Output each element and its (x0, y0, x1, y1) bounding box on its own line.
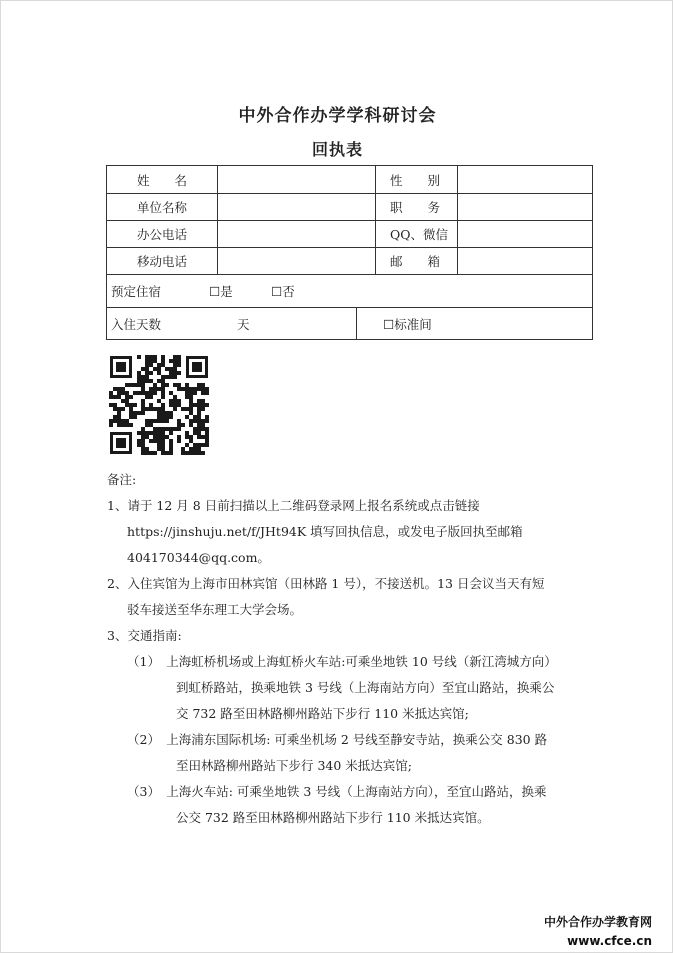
form-title: 回执表 (311, 140, 363, 159)
email-field[interactable] (458, 248, 592, 273)
qq-wechat-label: QQ、微信 (390, 226, 448, 242)
office-phone-field[interactable] (218, 221, 374, 246)
organization-field[interactable] (218, 194, 374, 219)
watermark-url[interactable]: www.cfce.cn (567, 934, 652, 948)
watermark-site-name: 中外合作办学教育网 (543, 915, 652, 929)
name-field[interactable] (218, 167, 374, 192)
accommodation-no-checkbox[interactable]: ☐否 (271, 283, 295, 299)
stay-days-field[interactable] (176, 308, 234, 339)
route-1-line: 交 732 路至田林路柳州路站下步行 110 米抵达宾馆; (176, 706, 469, 721)
registration-qr-code[interactable] (108, 354, 210, 456)
note-2-line: 驳车接送至华东理工大学会场。 (127, 602, 303, 617)
days-unit-label: 天 (237, 316, 250, 332)
qr-finder-pattern-bottom-left (110, 432, 132, 454)
qq-wechat-field[interactable] (458, 221, 592, 246)
route-3-line: 公交 732 路至田林路柳州路站下步行 110 米抵达宾馆。 (176, 810, 490, 825)
route-1-line: 到虹桥路站，换乘地铁 3 号线（上海南站方向）至宜山路站，换乘公 (176, 680, 555, 695)
gender-field[interactable] (458, 167, 592, 192)
contact-email[interactable]: 404170344@qq.com。 (127, 550, 270, 565)
stay-days-label: 入住天数 (111, 316, 162, 332)
standard-room-checkbox[interactable]: ☐标准间 (383, 316, 432, 332)
registration-link[interactable]: https://jinshuju.net/f/JHt94K 填写回执信息，或发电子版回执至邮箱 (127, 524, 523, 539)
email-label: 邮 箱 (390, 253, 441, 269)
note-2-line: 2、入住宾馆为上海市田林宾馆（田林路 1 号），不接送机。13 日会议当天有短 (107, 576, 545, 591)
note-3-heading: 3、交通指南: (107, 628, 182, 643)
position-label: 职 务 (390, 199, 441, 215)
table-rule (356, 307, 357, 340)
mobile-phone-label: 移动电话 (137, 253, 188, 269)
office-phone-label: 办公电话 (137, 226, 188, 242)
note-1-line: 1、请于 12 月 8 日前扫描以上二维码登录网上报名系统或点击链接 (107, 498, 480, 513)
route-3-line: （3） 上海火车站: 可乘坐地铁 3 号线（上海南站方向），至宜山路站，换乘 (127, 784, 547, 799)
reply-form-table (106, 165, 593, 340)
notes-heading: 备注: (107, 472, 137, 487)
accommodation-label: 预定住宿 (111, 283, 162, 299)
route-2-line: 至田林路柳州路站下步行 340 米抵达宾馆; (176, 758, 413, 773)
mobile-phone-field[interactable] (218, 248, 374, 273)
route-1-line: （1） 上海虹桥机场或上海虹桥火车站:可乘坐地铁 10 号线（新江湾城方向） (127, 654, 557, 669)
name-label: 姓 名 (137, 172, 188, 188)
site-watermark (544, 913, 652, 951)
table-rule (375, 166, 376, 274)
document-title: 中外合作办学学科研讨会 (238, 106, 437, 126)
route-2-line: （2） 上海浦东国际机场: 可乘坐机场 2 号线至静安寺站，换乘公交 830 路 (127, 732, 548, 747)
accommodation-yes-checkbox[interactable]: ☐是 (209, 283, 233, 299)
notes-section (107, 467, 587, 831)
position-field[interactable] (458, 194, 592, 219)
organization-label: 单位名称 (137, 199, 188, 215)
qr-finder-pattern-top-left (110, 356, 132, 378)
table-rule (107, 274, 592, 275)
qr-finder-pattern-top-right (186, 356, 208, 378)
gender-label: 性 别 (390, 172, 441, 188)
